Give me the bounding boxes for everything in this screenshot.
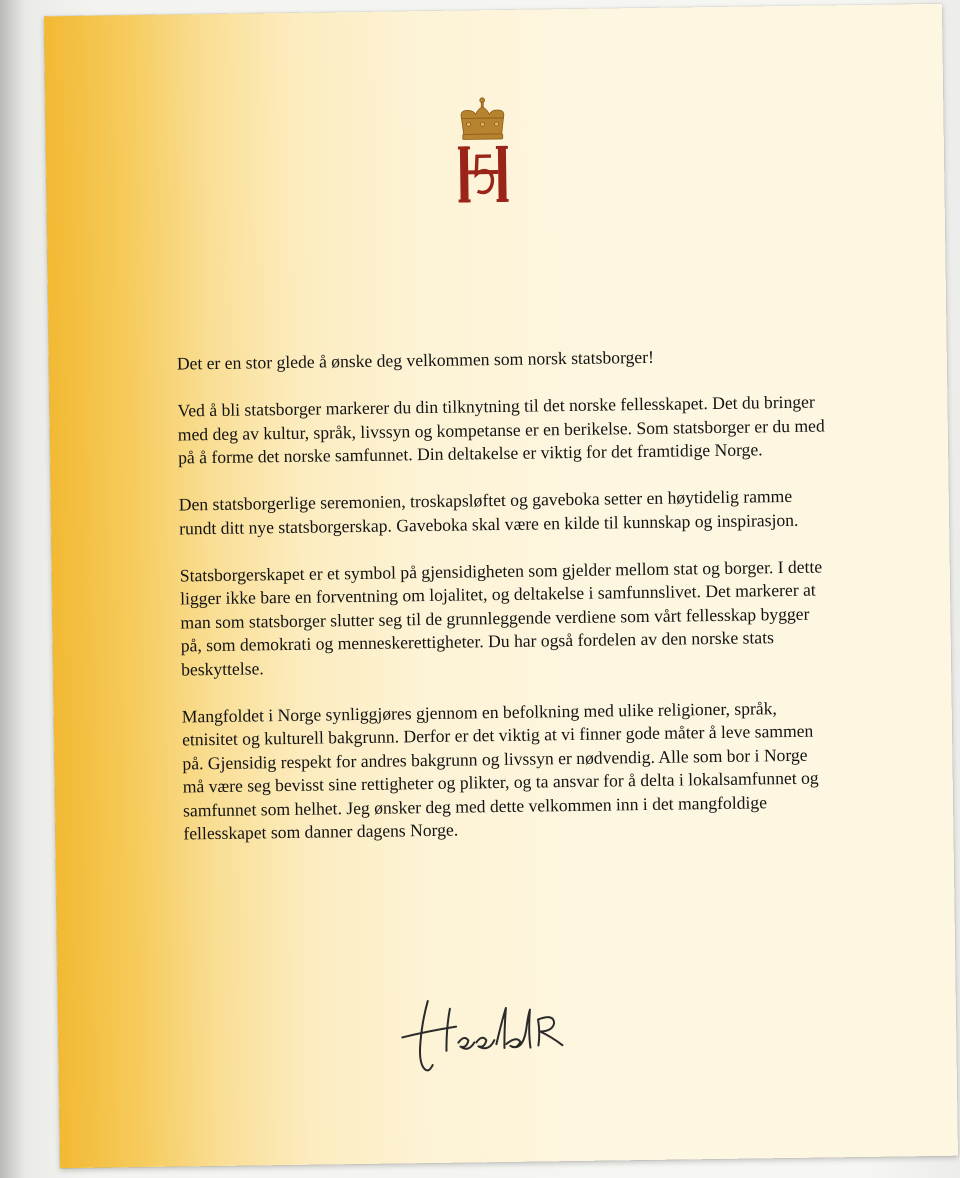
body-paragraph: Mangfoldet i Norge synliggjøres gjennom en befolkning med ulike religioner, språk, etnisitet og kulturell bakgrunn. Derfor er det viktig at vi finner gode måter å leve sammen på. Gjensidig respekt for andres bakgrunn og livssyn er nødvendig. Alle som bor i Norge må være seg bevisst sine rettigheter og plikter, og ta ansvar for å delta i lokalsamfunnet og samfunnet som helhet. Jeg ønsker deg med dette velkommen inn i det mangfoldige fellesskapet som danner dagens Norge. [181, 697, 819, 844]
royal-crown-h5-monogram-icon [453, 94, 513, 207]
body-paragraph: Statsborgerskapet er et symbol på gjensidigheten som gjelder mellom stat og borger. I dette ligger ikke bare en forventning om lojalitet, og deltakelse i samfunnslivet. Det markerer at man som statsborger slutter seg til de grunnleggende verdiene som vårt fellesskap bygger på, som demokrati og menneskerettigheter. Du har også fordelen av den norske stats beskyttelse. [179, 556, 823, 679]
body-paragraph: Ved å bli statsborger markerer du din tilknytning til det norske fellesskapet. Det du bringer med deg av kultur, språk, livssyn og kompetanse er en berikelse. Som statsborger er du med på å forme det norske samfunnet. Din deltakelse er viktig for det framtidige Norge. [177, 391, 825, 468]
letter-page [44, 4, 958, 1168]
greeting-paragraph: Det er en stor glede å ønske deg velkommen som norsk statsborger! [176, 346, 655, 374]
binding-edge [0, 0, 22, 1178]
body-paragraph: Den statsborgerlige seremonien, troskapsløftet og gaveboka setter en høytidelig ramme rundt ditt nye statsborgerskap. Gaveboka skal være en kilde til kunnskap og inspirasjon. [178, 485, 799, 538]
letter-body [177, 343, 834, 869]
handwritten-signature [398, 989, 599, 1082]
